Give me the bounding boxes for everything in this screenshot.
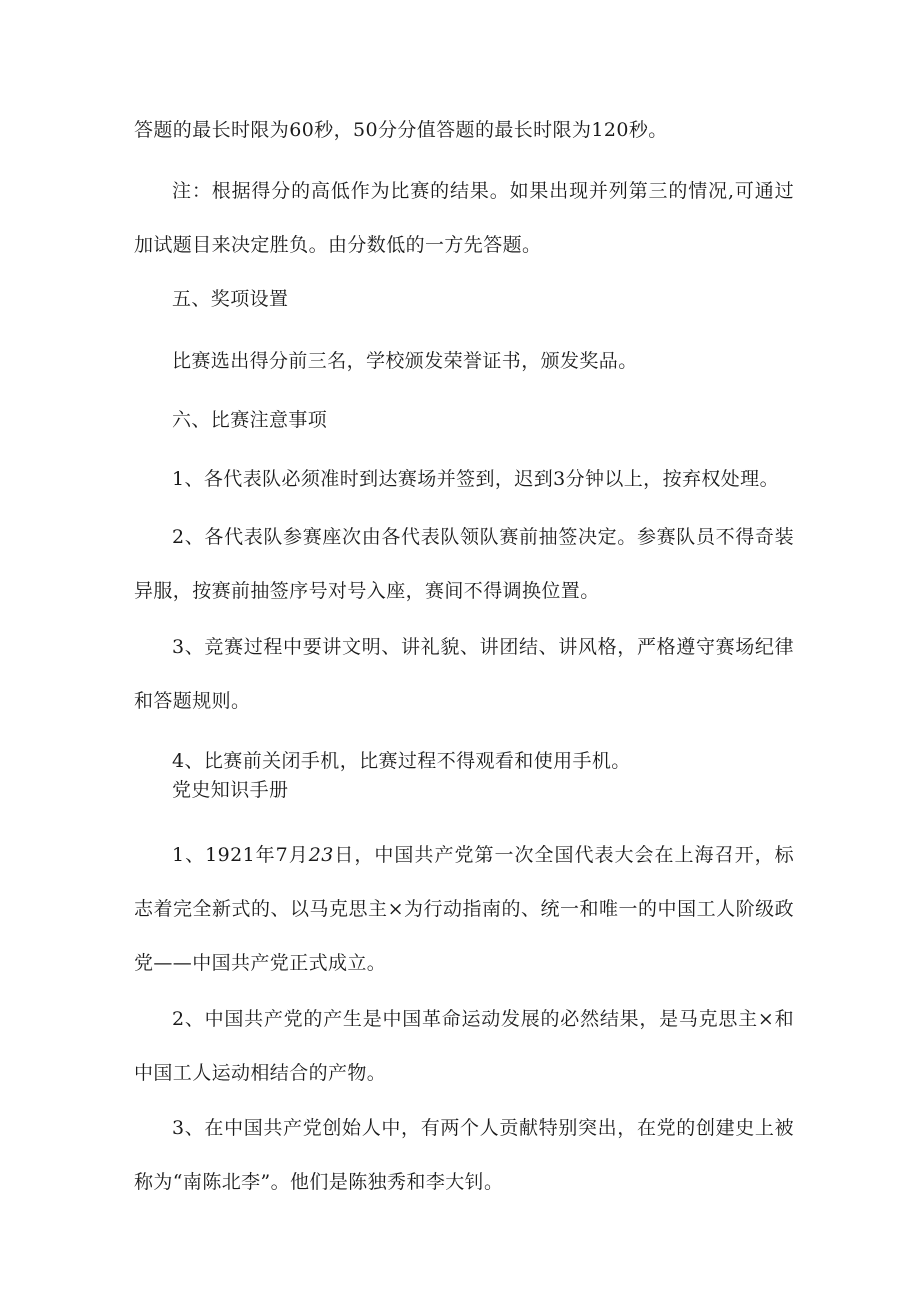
paragraph-history-3: 3、在中国共产党创始人中，有两个人贡献特别突出，在党的创建史上被称为“南陈北李”。他们是陈独秀和李大钊。	[134, 1117, 794, 1193]
heading-party-history-handbook: 党史知识手册	[172, 779, 289, 801]
paragraph-time-limit: 答题的最长时限为60秒，50分分值答题的最长时限为120秒。	[134, 119, 668, 141]
heading-awards: 五、奖项设置	[172, 288, 289, 310]
paragraph-rule-2: 2、各代表队参赛座次由各代表队领队赛前抽签决定。参赛队员不得奇装异服，按赛前抽签序号对号入座，赛间不得调换位置。	[134, 526, 794, 602]
paragraph-rule-1: 1、各代表队必须准时到达赛场并签到，迟到3分钟以上，按弃权处理。	[172, 468, 779, 490]
paragraph-rule-4: 4、比赛前关闭手机，比赛过程不得观看和使用手机。	[172, 750, 631, 772]
paragraph-history-2: 2、中国共产党的产生是中国革命运动发展的必然结果，是马克思主×和中国工人运动相结合的产物。	[134, 1008, 794, 1084]
history-1-after: 日，中国共产党第一次全国代表大会在上海召开，标志着完全新式的、以马克思主×为行动指南的、统一和唯一的中国工人阶级政党——中国共产党正式成立。	[134, 844, 794, 974]
paragraph-note: 注：根据得分的高低作为比赛的结果。如果出现并列第三的情况,可通过加试题目来决定胜负。由分数低的一方先答题。	[134, 180, 794, 256]
paragraph-rule-3: 3、竞赛过程中要讲文明、讲礼貌、讲团结、讲风格，严格遵守赛场纪律和答题规则。	[134, 636, 794, 712]
paragraph-awards: 比赛选出得分前三名，学校颁发荣誉证书，颁发奖品。	[172, 350, 638, 372]
paragraph-history-1	[134, 828, 794, 990]
history-1-before: 1、1921年7月	[172, 844, 309, 866]
heading-precautions: 六、比赛注意事项	[172, 409, 328, 431]
history-1-date: 23	[308, 844, 334, 866]
